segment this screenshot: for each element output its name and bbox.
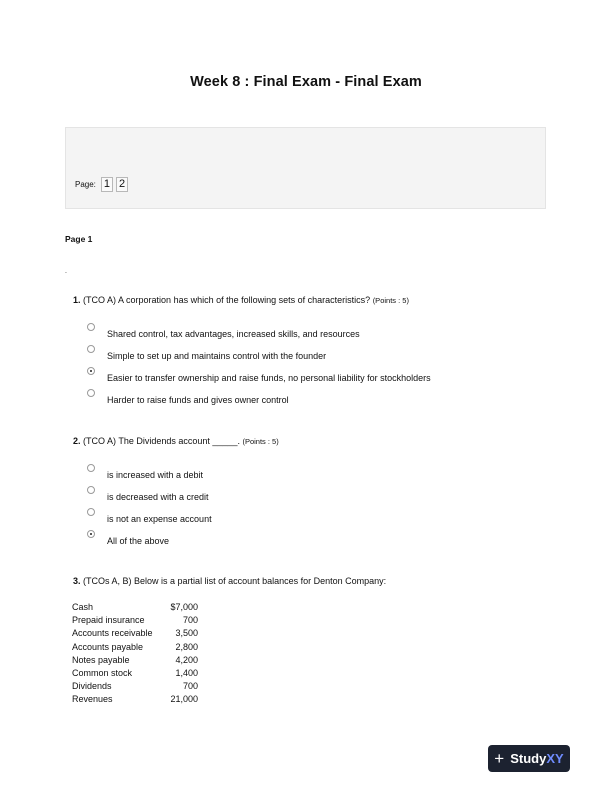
account-name: Notes payable [72, 654, 130, 665]
option-label: is not an expense account [107, 514, 212, 524]
account-name: Revenues [72, 694, 113, 705]
account-amount: 1,400 [175, 668, 198, 679]
radio-button[interactable] [87, 464, 95, 472]
account-amount: $7,000 [170, 602, 198, 612]
account-amount: 700 [182, 615, 198, 626]
question-text: (TCOs A, B) Below is a partial list of account balances for Denton Company: [83, 576, 387, 586]
question-text: (TCO A) The Dividends account _____. [83, 436, 240, 446]
account-name: Cash [72, 602, 94, 612]
table-row [72, 641, 198, 654]
radio-button[interactable] [87, 389, 95, 397]
page-link-2[interactable]: 2 [116, 177, 128, 192]
radio-button[interactable] [87, 345, 95, 353]
account-name: Common stock [72, 668, 133, 679]
account-name: Accounts receivable [72, 628, 153, 639]
answer-option[interactable] [87, 514, 212, 524]
page-title: Week 8 : Final Exam - Final Exam [190, 74, 422, 90]
separator-dot: . [65, 268, 67, 275]
question-number: 2. [73, 436, 81, 446]
account-amount: 4,200 [175, 654, 198, 665]
account-name: Dividends [72, 681, 112, 692]
option-label: All of the above [107, 536, 170, 546]
option-label: Easier to transfer ownership and raise funds, no personal liability for stockholders [107, 373, 431, 383]
question-points: (Points : 5) [242, 437, 279, 446]
answer-option[interactable] [87, 395, 289, 405]
account-amount: 700 [182, 681, 198, 692]
answer-option[interactable] [87, 470, 203, 480]
question-number: 1. [73, 295, 81, 305]
radio-button[interactable] [87, 508, 95, 516]
question-1 [73, 295, 409, 305]
badge-text-main: Study [510, 751, 547, 766]
option-label: Harder to raise funds and gives owner control [107, 395, 289, 405]
radio-button[interactable] [87, 323, 95, 331]
question-points: (Points : 5) [372, 296, 409, 305]
radio-button[interactable] [87, 486, 95, 494]
option-label: Shared control, tax advantages, increased skills, and resources [107, 329, 360, 339]
table-row [72, 680, 198, 693]
table-row [72, 614, 198, 627]
account-name: Prepaid insurance [72, 615, 145, 626]
option-label: is decreased with a credit [107, 492, 209, 502]
question-3 [73, 576, 386, 586]
answer-option[interactable] [87, 536, 169, 546]
answer-option[interactable] [87, 373, 431, 383]
radio-button-selected[interactable] [87, 530, 95, 538]
page-link-1[interactable]: 1 [101, 177, 113, 192]
account-amount: 3,500 [175, 628, 198, 639]
badge-text-accent: XY [546, 751, 564, 766]
answer-option[interactable] [87, 492, 209, 502]
studyxy-badge[interactable] [488, 745, 570, 772]
answer-option[interactable] [87, 329, 360, 339]
question-text: (TCO A) A corporation has which of the following sets of characteristics? [83, 295, 371, 305]
account-name: Accounts payable [72, 641, 144, 652]
table-row [72, 654, 198, 667]
table-row [72, 693, 198, 706]
question-2 [73, 436, 279, 446]
table-row [72, 667, 198, 680]
table-row [72, 601, 198, 614]
option-label: is increased with a debit [107, 470, 204, 480]
pager-panel [65, 127, 546, 209]
account-amount: 21,000 [170, 694, 198, 705]
question-number: 3. [73, 576, 81, 586]
account-amount: 2,800 [175, 641, 198, 652]
pager [75, 177, 131, 192]
radio-button-selected[interactable] [87, 367, 95, 375]
plus-icon: + [494, 749, 505, 768]
option-label: Simple to set up and maintains control with the founder [107, 351, 327, 361]
answer-option[interactable] [87, 351, 326, 361]
table-row [72, 627, 198, 640]
page-heading: Page 1 [65, 234, 93, 244]
account-balances-table [72, 601, 198, 707]
pager-label: Page: [75, 180, 96, 189]
